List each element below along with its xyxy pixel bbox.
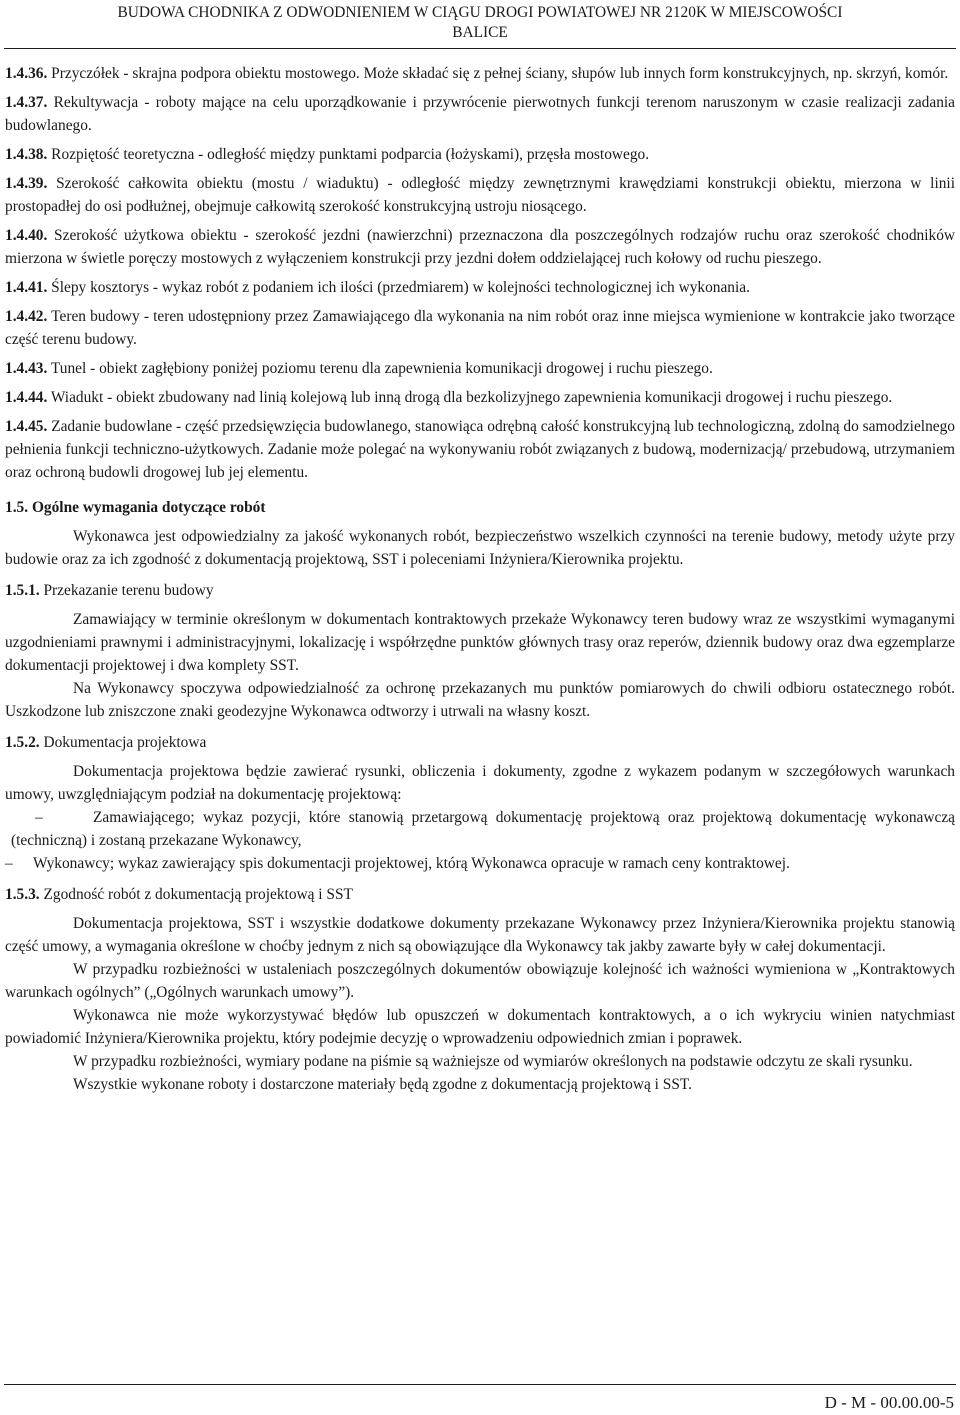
definition-number: 1.4.43.	[5, 360, 48, 377]
section-number: 1.5.	[5, 499, 29, 516]
definition-number: 1.4.39.	[5, 175, 48, 192]
list-dash: –	[5, 855, 13, 872]
footer-divider	[4, 1384, 956, 1385]
definition-text: Szerokość całkowita obiektu (mostu / wiaduktu) - odległość między zewnętrznymi krawędziami konstrukcji obiektu, mierzona w linii prostopadłej do osi podłużnej, obejmuje całkowitą szerokość konstrukcyjną ustroju niosącego.	[5, 175, 955, 215]
list-item	[5, 806, 955, 852]
subsection-number: 1.5.3.	[5, 886, 40, 903]
definition-1-4-37	[5, 91, 955, 137]
definition-1-4-44	[5, 386, 955, 409]
definition-text: Zadanie budowlane - część przedsięwzięcia budowlanego, stanowiąca odrębną całość konstrukcyjną lub technologiczną, zdolną do samodzielnego pełnienia funkcji techniczno-użytkowych. Zadanie może polegać na wykonywaniu robót związanych z budową, modernizacją/ przebudową, utrzymaniem oraz ochroną budowli drogowej lub jej elementu.	[5, 418, 955, 481]
definition-text: Wiadukt - obiekt zbudowany nad linią kolejową lub inną drogą dla bezkolizyjnego zapewnienia komunikacji drogowej i ruchu pieszego.	[47, 389, 893, 406]
definition-number: 1.4.40.	[5, 227, 48, 244]
definition-text: Szerokość użytkowa obiektu - szerokość jezdni (nawierzchni) przeznaczona dla poszczególnych rodzajów ruchu oraz szerokość chodników mierzona w świetle poręczy mostowych z wyłączeniem konstrukcji przy jezdni dołem oddzielającej ruch kołowy od ruchu pieszego.	[5, 227, 955, 267]
definition-text: Przyczółek - skrajna podpora obiektu mostowego. Może składać się z pełnej ściany, słupów lub innych form konstrukcyjnych, np. skrzyń, komór.	[47, 65, 949, 82]
subsection-heading-1-5-3	[5, 883, 955, 906]
definition-number: 1.4.45.	[5, 418, 48, 435]
paragraph: Wykonawca nie może wykorzystywać błędów lub opuszczeń w dokumentach kontraktowych, a o ich wykryciu winien natychmiast powiadomić Inżyniera/Kierownika projektu, który podejmie decyzję o wprowadzeniu odpowiednich zmian i poprawek.	[5, 1007, 955, 1047]
paragraph: W przypadku rozbieżności, wymiary podane na piśmie są ważniejsze od wymiarów określonych na podstawie odczytu ze skali rysunku.	[73, 1053, 913, 1070]
definition-text: Rozpiętość teoretyczna - odległość między punktami podparcia (łożyskami), przęsła mostowego.	[47, 146, 650, 163]
definition-1-4-42	[5, 305, 955, 351]
section-intro-paragraph: Wykonawca jest odpowiedzialny za jakość wykonanych robót, bezpieczeństwo wszelkich czynności na terenie budowy, metody użyte przy budowie oraz za ich zgodność z dokumentacją projektową, SST i poleceniami Inżyniera/Kierownika projektu.	[5, 528, 955, 568]
subsection-title: Dokumentacja projektowa	[39, 734, 207, 751]
definition-number: 1.4.42.	[5, 308, 48, 325]
definition-1-4-40	[5, 224, 955, 270]
document-body	[5, 62, 955, 1096]
definition-1-4-36	[5, 62, 955, 85]
section-title: Ogólne wymagania dotyczące robót	[28, 499, 266, 516]
header-divider	[4, 48, 956, 49]
definition-text: Ślepy kosztorys - wykaz robót z podaniem ich ilości (przedmiarem) w kolejności technologicznej ich wykonania.	[47, 279, 750, 296]
paragraph: Dokumentacja projektowa, SST i wszystkie dodatkowe dokumenty przekazane Wykonawcy przez Inżyniera/Kierownika projektu stanowią część umowy, a wymagania określone w choćby jednym z nich są obowiązujące dla Wykonawcy tak jakby zawarte były w całej dokumentacji.	[5, 915, 955, 955]
definition-number: 1.4.37.	[5, 94, 48, 111]
definition-text: Teren budowy - teren udostępniony przez Zamawiającego dla wykonania na nim robót oraz inne miejsca wymienione w kontrakcie jako tworzące część terenu budowy.	[5, 308, 955, 348]
list-item-text: Zamawiającego; wykaz pozycji, które stanowią przetargową dokumentację projektową oraz projektową dokumentację wykonawczą (techniczną) i zostaną przekazane Wykonawcy,	[11, 809, 955, 849]
list-dash: –	[35, 809, 43, 826]
header-title-line2: BALICE	[452, 24, 508, 41]
page-header	[0, 0, 960, 43]
definition-number: 1.4.36.	[5, 65, 48, 82]
definition-number: 1.4.41.	[5, 279, 48, 296]
paragraph: Zamawiający w terminie określonym w dokumentach kontraktowych przekaże Wykonawcy teren budowy wraz ze wszystkimi wymaganymi uzgodnieniami prawnymi i administracyjnymi, lokalizację i współrzędne punktów głównych trasy oraz reperów, dziennik budowy oraz dwa egzemplarze dokumentacji projektowej i dwa komplety SST.	[5, 611, 955, 674]
section-heading-1-5	[5, 496, 955, 519]
definition-text: Rekultywacja - roboty mające na celu uporządkowanie i przywrócenie pierwotnych funkcji terenom naruszonym w czasie realizacji zadania budowlanego.	[5, 94, 955, 134]
definition-1-4-43	[5, 357, 955, 380]
definition-number: 1.4.38.	[5, 146, 48, 163]
paragraph: W przypadku rozbieżności w ustaleniach poszczególnych dokumentów obowiązuje kolejność ich ważności wymieniona w „Kontraktowych warunkach ogólnych” („Ogólnych warunkach umowy”).	[5, 961, 955, 1001]
list-item-text: Wykonawcy; wykaz zawierający spis dokumentacji projektowej, którą Wykonawca opracuje w ramach ceny kontraktowej.	[33, 855, 790, 872]
definition-1-4-45	[5, 415, 955, 484]
subsection-heading-1-5-2	[5, 731, 955, 754]
definition-text: Tunel - obiekt zagłębiony poniżej poziomu terenu dla zapewnienia komunikacji drogowej i ruchu pieszego.	[47, 360, 713, 377]
definition-1-4-38	[5, 143, 955, 166]
definition-1-4-39	[5, 172, 955, 218]
paragraph: Wszystkie wykonane roboty i dostarczone materiały będą zgodne z dokumentacją projektową i SST.	[73, 1076, 692, 1093]
subsection-title: Przekazanie terenu budowy	[39, 582, 214, 599]
definition-1-4-41	[5, 276, 955, 299]
subsection-number: 1.5.2.	[5, 734, 40, 751]
subsection-number: 1.5.1.	[5, 582, 40, 599]
paragraph: Dokumentacja projektowa będzie zawierać rysunki, obliczenia i dokumenty, zgodne z wykazem podanym w szczegółowych warunkach umowy, uwzględniającym podział na dokumentację projektową:	[5, 763, 955, 803]
list-item	[5, 852, 955, 875]
header-title-line1: BUDOWA CHODNIKA Z ODWODNIENIEM W CIĄGU DROGI POWIATOWEJ NR 2120K W MIEJSCOWOŚCI	[117, 4, 843, 21]
page-code: D - M - 00.00.00-5	[824, 1393, 954, 1412]
definition-number: 1.4.44.	[5, 389, 48, 406]
subsection-heading-1-5-1	[5, 579, 955, 602]
subsection-title: Zgodność robót z dokumentacją projektową i SST	[39, 886, 353, 903]
paragraph: Na Wykonawcy spoczywa odpowiedzialność za ochronę przekazanych mu punktów pomiarowych do chwili odbioru ostatecznego robót. Uszkodzone lub zniszczone znaki geodezyjne Wykonawca odtworzy i utrwali na własny koszt.	[5, 680, 955, 720]
